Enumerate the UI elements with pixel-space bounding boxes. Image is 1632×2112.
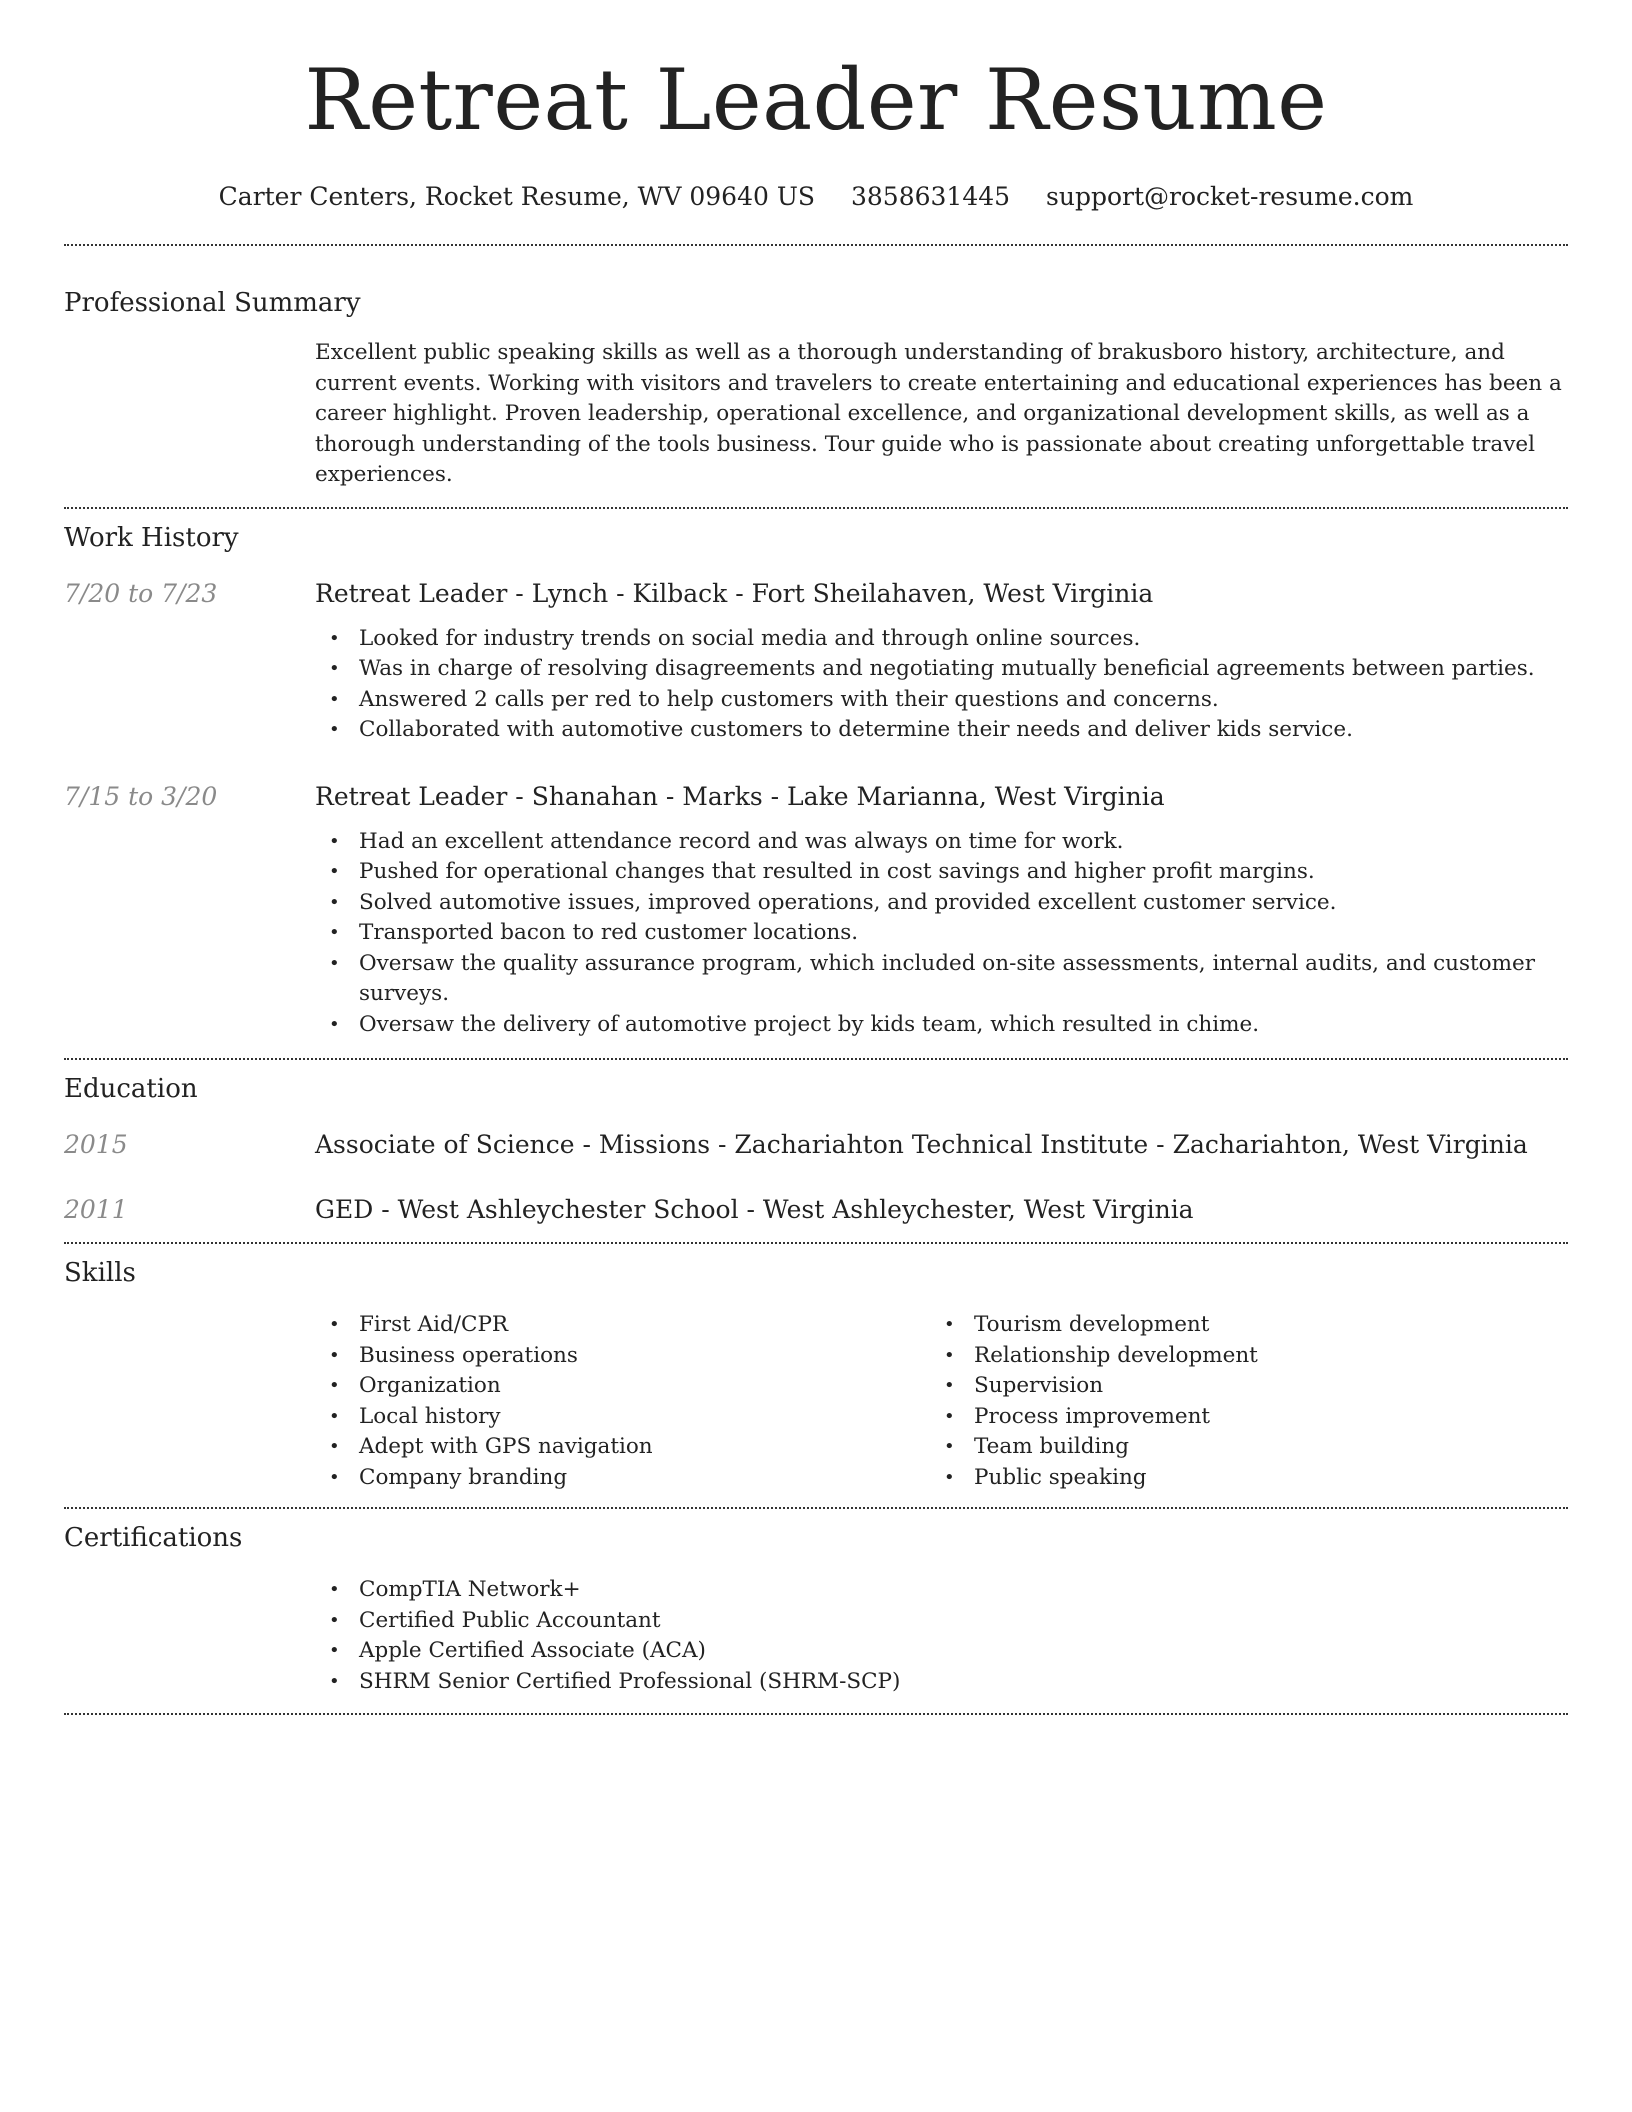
list-item: • CompTIA Network+ xyxy=(315,1575,1568,1606)
section-title-certifications: Certifications xyxy=(64,1523,243,1554)
skills-column-right xyxy=(930,1310,1545,1493)
certifications-list xyxy=(315,1575,1568,1697)
contact-phone: 3858631445 xyxy=(851,182,1011,211)
list-item: • Local history xyxy=(315,1402,930,1433)
contact-email: support@rocket-resume.com xyxy=(1046,182,1414,211)
divider xyxy=(64,1242,1568,1244)
job-dates: 7/20 to 7/23 xyxy=(64,578,218,608)
education-year: 2011 xyxy=(64,1195,128,1225)
list-item: • Adept with GPS navigation xyxy=(315,1432,930,1463)
job-bullets xyxy=(315,624,1568,746)
divider xyxy=(64,1507,1568,1509)
list-item: • Transported bacon to red customer locations. xyxy=(315,918,1568,949)
divider xyxy=(64,1713,1568,1715)
list-item: • Was in charge of resolving disagreements and negotiating mutually beneficial agreements between parties. xyxy=(315,654,1568,685)
list-item: • Team building xyxy=(930,1432,1545,1463)
job-dates: 7/15 to 3/20 xyxy=(64,781,218,811)
job-bullets xyxy=(315,827,1568,1041)
contact-address: Carter Centers, Rocket Resume, WV 09640 US xyxy=(218,182,816,211)
list-item: • Looked for industry trends on social media and through online sources. xyxy=(315,624,1568,655)
contact-line xyxy=(64,182,1568,211)
list-item: • Collaborated with automotive customers to determine their needs and deliver kids service. xyxy=(315,715,1568,746)
list-item: • First Aid/CPR xyxy=(315,1310,930,1341)
divider xyxy=(64,244,1568,246)
list-item: • Oversaw the delivery of automotive project by kids team, which resulted in chime. xyxy=(315,1010,1568,1041)
education-degree: GED xyxy=(315,1195,374,1225)
education-degree: Associate of Science - Missions xyxy=(315,1130,711,1160)
education-school: - Zachariahton Technical Institute - Zachariahton, West Virginia xyxy=(710,1130,1528,1160)
education-year: 2015 xyxy=(64,1130,128,1160)
divider xyxy=(64,1058,1568,1060)
list-item: • Supervision xyxy=(930,1371,1545,1402)
summary-text: Excellent public speaking skills as well as a thorough understanding of brakusboro history, architecture, and current events. Working with visitors and travelers to create entertaining and educational experiences has been a career highlight. Proven leadership, operational excellence, and organizational development skills, as well as a thorough understanding of the tools business. Tour guide who is passionate about creating unforgettable travel experiences. xyxy=(315,340,1562,488)
education-entry xyxy=(64,1130,1568,1159)
skills-list xyxy=(315,1310,1568,1493)
skills-column-left xyxy=(315,1310,930,1493)
job-entry xyxy=(64,579,1568,746)
education-entry xyxy=(64,1195,1568,1224)
job-entry xyxy=(64,782,1568,1041)
section-title-summary: Professional Summary xyxy=(64,288,361,318)
list-item: • Tourism development xyxy=(930,1310,1545,1341)
list-item: • Certified Public Accountant xyxy=(315,1606,1568,1637)
education-school: - West Ashleychester School - West Ashleychester, West Virginia xyxy=(373,1195,1194,1225)
divider xyxy=(64,507,1568,509)
list-item: • Pushed for operational changes that resulted in cost savings and higher profit margins. xyxy=(315,857,1568,888)
page-title: Retreat Leader Resume xyxy=(304,51,1328,149)
job-title: Retreat Leader - Lynch - Kilback - Fort Sheilahaven, West Virginia xyxy=(315,578,1154,608)
list-item: • Answered 2 calls per red to help customers with their questions and concerns. xyxy=(315,685,1568,716)
list-item: • Solved automotive issues, improved operations, and provided excellent customer service. xyxy=(315,888,1568,919)
list-item: • Relationship development xyxy=(930,1341,1545,1372)
list-item: • Organization xyxy=(315,1371,930,1402)
section-title-work: Work History xyxy=(64,522,239,553)
list-item: • SHRM Senior Certified Professional (SHRM-SCP) xyxy=(315,1667,1568,1698)
section-title-skills: Skills xyxy=(64,1258,136,1289)
section-title-education: Education xyxy=(64,1074,198,1105)
list-item: • Company branding xyxy=(315,1463,930,1494)
list-item: • Had an excellent attendance record and was always on time for work. xyxy=(315,827,1568,858)
list-item: • Public speaking xyxy=(930,1463,1545,1494)
list-item: • Oversaw the quality assurance program, which included on-site assessments, internal audits, and customer surveys. xyxy=(315,949,1568,1010)
job-title: Retreat Leader - Shanahan - Marks - Lake Marianna, West Virginia xyxy=(315,781,1165,811)
list-item: • Business operations xyxy=(315,1341,930,1372)
list-item: • Process improvement xyxy=(930,1402,1545,1433)
list-item: • Apple Certified Associate (ACA) xyxy=(315,1636,1568,1667)
resume-page xyxy=(64,0,1568,1715)
